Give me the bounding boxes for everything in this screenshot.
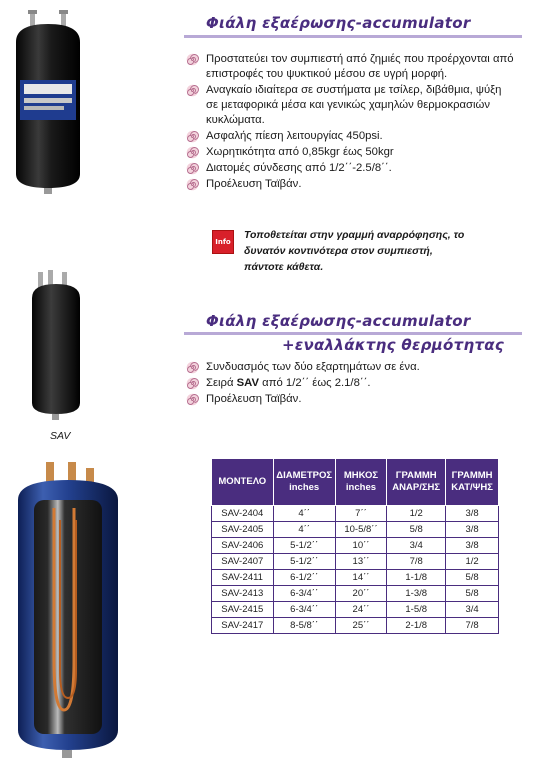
table-row bbox=[212, 554, 499, 570]
cell-length: 24΄΄ bbox=[335, 602, 387, 618]
cell-liquid: 5/8 bbox=[446, 570, 499, 586]
bullet-text: Προέλευση Ταϊβάν. bbox=[206, 393, 302, 405]
section2-title: Φιάλη εξαέρωσης-accumulator bbox=[206, 312, 471, 330]
cell-length: 25΄΄ bbox=[335, 618, 387, 634]
spiral-bullet-icon bbox=[186, 130, 199, 143]
cell-liquid: 3/8 bbox=[446, 522, 499, 538]
header-line: ΚΑΤ/ΨΗΣ bbox=[451, 482, 493, 493]
section1-title: Φιάλη εξαέρωσης-accumulator bbox=[206, 14, 471, 32]
cell-length: 10΄΄ bbox=[335, 538, 387, 554]
cell-model: SAV-2405 bbox=[212, 522, 274, 538]
section2-subtitle: +εναλλάκτης θερμότητας bbox=[282, 336, 505, 354]
cell-liquid: 3/4 bbox=[446, 602, 499, 618]
table-row bbox=[212, 586, 499, 602]
spiral-bullet-icon bbox=[186, 377, 199, 390]
cell-liquid: 3/8 bbox=[446, 538, 499, 554]
table-row bbox=[212, 618, 499, 634]
col-header-length bbox=[335, 459, 387, 506]
bullet-text: Συνδυασμός των δύο εξαρτημάτων σε ένα. bbox=[206, 361, 420, 373]
cell-suction: 5/8 bbox=[387, 522, 446, 538]
spec-table bbox=[211, 458, 499, 634]
cell-model: SAV-2411 bbox=[212, 570, 274, 586]
header-line: ΜΗΚΟΣ bbox=[343, 470, 379, 481]
cell-suction: 2-1/8 bbox=[387, 618, 446, 634]
table-row bbox=[212, 570, 499, 586]
bullet-text-prefix: Σειρά bbox=[206, 377, 237, 389]
cell-liquid: 5/8 bbox=[446, 586, 499, 602]
col-header-model bbox=[212, 459, 274, 506]
spiral-bullet-icon bbox=[186, 178, 199, 191]
header-line: ΜΟΝΤΕΛΟ bbox=[218, 476, 267, 487]
table-row bbox=[212, 602, 499, 618]
header-line: ΑΝΑΡ/ΣΗΣ bbox=[392, 482, 441, 493]
section1-rule bbox=[184, 35, 522, 38]
cell-diameter: 5-1/2΄΄ bbox=[273, 538, 335, 554]
header-line: inches bbox=[345, 482, 377, 493]
info-icon bbox=[212, 230, 234, 254]
cell-model: SAV-2406 bbox=[212, 538, 274, 554]
cell-suction: 1-1/8 bbox=[387, 570, 446, 586]
table-row bbox=[212, 522, 499, 538]
spiral-bullet-icon bbox=[186, 393, 199, 406]
list-item bbox=[186, 177, 516, 192]
cell-diameter: 6-1/2΄΄ bbox=[273, 570, 335, 586]
spiral-bullet-icon bbox=[186, 361, 199, 374]
cutaway-image bbox=[8, 460, 128, 760]
cell-length: 13΄΄ bbox=[335, 554, 387, 570]
cell-liquid: 3/8 bbox=[446, 506, 499, 522]
cell-length: 10-5/8΄΄ bbox=[335, 522, 387, 538]
table-header-row bbox=[212, 459, 499, 506]
list-item bbox=[186, 376, 516, 391]
list-item bbox=[186, 360, 516, 375]
cell-diameter: 5-1/2΄΄ bbox=[273, 554, 335, 570]
cell-diameter: 4΄΄ bbox=[273, 506, 335, 522]
table-body bbox=[212, 506, 499, 634]
cell-model: SAV-2413 bbox=[212, 586, 274, 602]
cell-suction: 3/4 bbox=[387, 538, 446, 554]
cell-liquid: 7/8 bbox=[446, 618, 499, 634]
cell-liquid: 1/2 bbox=[446, 554, 499, 570]
cell-diameter: 8-5/8΄΄ bbox=[273, 618, 335, 634]
list-item bbox=[186, 392, 516, 407]
header-line: ΔΙΑΜΕΤΡΟΣ bbox=[276, 470, 333, 481]
series-name: SAV bbox=[236, 377, 260, 389]
table-row bbox=[212, 538, 499, 554]
cell-model: SAV-2407 bbox=[212, 554, 274, 570]
bullet-text: Προέλευση Ταϊβάν. bbox=[206, 178, 302, 190]
section2-bullet-list bbox=[186, 360, 516, 408]
cell-diameter: 6-3/4΄΄ bbox=[273, 586, 335, 602]
cell-length: 7΄΄ bbox=[335, 506, 387, 522]
bullet-text-suffix: από 1/2΄΄ έως 2.1/8΄΄. bbox=[259, 377, 371, 389]
table-row bbox=[212, 506, 499, 522]
info-line: δυνατόν κοντινότερα στον συμπιεστή, bbox=[244, 245, 433, 257]
product-caption: SAV bbox=[50, 430, 71, 442]
list-item bbox=[186, 129, 516, 144]
bullet-text: Προστατεύει τον συμπιεστή από ζημιές που προέρχονται από επιστροφές του ψυκτικού μέσου σε υγρή μορφή. bbox=[206, 53, 514, 80]
cell-suction: 1/2 bbox=[387, 506, 446, 522]
spiral-bullet-icon bbox=[186, 53, 199, 66]
accumulator-image bbox=[6, 6, 96, 196]
info-line: πάντοτε κάθετα. bbox=[244, 261, 324, 273]
info-note bbox=[244, 227, 464, 275]
cell-diameter: 4΄΄ bbox=[273, 522, 335, 538]
cell-suction: 1-3/8 bbox=[387, 586, 446, 602]
spiral-bullet-icon bbox=[186, 84, 199, 97]
cell-length: 14΄΄ bbox=[335, 570, 387, 586]
header-line: ΓΡΑΜΜΗ bbox=[395, 470, 437, 481]
col-header-suction bbox=[387, 459, 446, 506]
info-badge-label: Info bbox=[215, 238, 231, 246]
spiral-bullet-icon bbox=[186, 162, 199, 175]
bullet-text: Αναγκαίο ιδιαίτερα σε συστήματα με τσίλερ, διβάθμια, ψύξη σε μεταφορικά μέσα και γενικώς χαμηλών θερμοκρασιών κυκλώματα. bbox=[206, 84, 502, 126]
cell-suction: 7/8 bbox=[387, 554, 446, 570]
col-header-liquid bbox=[446, 459, 499, 506]
list-item bbox=[186, 52, 516, 82]
header-line: inches bbox=[289, 482, 320, 493]
cell-model: SAV-2415 bbox=[212, 602, 274, 618]
sav-accumulator-image bbox=[26, 268, 86, 423]
bullet-text: Διατομές σύνδεσης από 1/2΄΄-2.5/8΄΄. bbox=[206, 162, 392, 174]
cell-model: SAV-2417 bbox=[212, 618, 274, 634]
cell-model: SAV-2404 bbox=[212, 506, 274, 522]
section2-rule bbox=[184, 332, 522, 335]
bullet-text: Ασφαλής πίεση λειτουργίας 450psi. bbox=[206, 130, 383, 142]
cell-diameter: 6-3/4΄΄ bbox=[273, 602, 335, 618]
list-item bbox=[186, 83, 516, 128]
section1-bullet-list bbox=[186, 52, 516, 193]
col-header-diameter bbox=[273, 459, 335, 506]
header-line: ΓΡΑΜΜΗ bbox=[451, 470, 493, 481]
spiral-bullet-icon bbox=[186, 146, 199, 159]
list-item bbox=[186, 161, 516, 176]
info-line: Τοποθετείται στην γραμμή αναρρόφησης, το bbox=[244, 229, 465, 241]
cell-suction: 1-5/8 bbox=[387, 602, 446, 618]
bullet-text: Χωρητικότητα από 0,85kgr έως 50kgr bbox=[206, 146, 394, 158]
cell-length: 20΄΄ bbox=[335, 586, 387, 602]
list-item bbox=[186, 145, 516, 160]
